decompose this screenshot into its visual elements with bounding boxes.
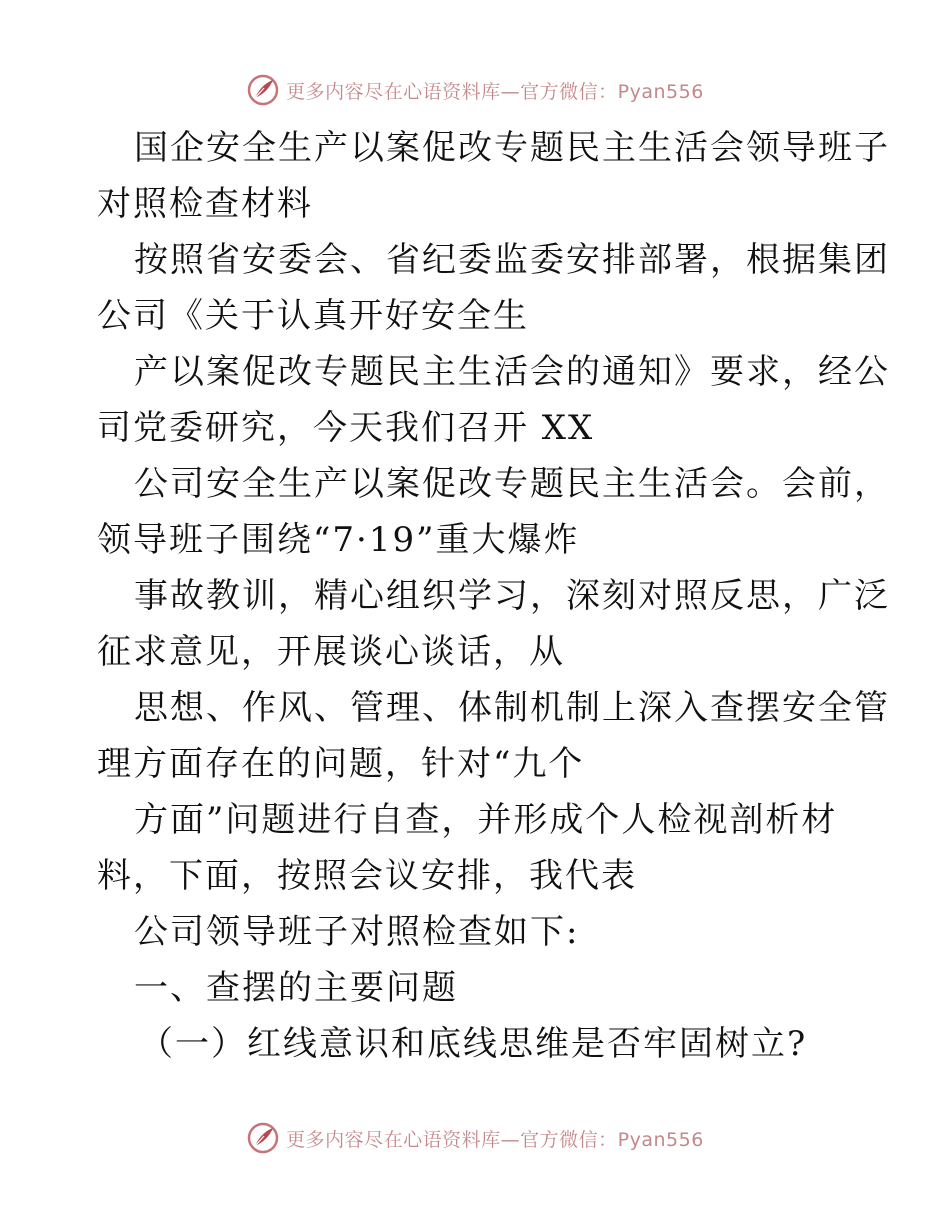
watermark-text: 更多内容尽在心语资料库—官方微信：Pyan556 xyxy=(286,80,704,103)
document-body xyxy=(97,120,890,1072)
header-watermark xyxy=(0,70,950,110)
paragraph-line: 事故教训，精心组织学习，深刻对照反思，广泛 xyxy=(134,576,890,616)
feather-pen-icon xyxy=(246,1121,280,1155)
paragraph-line: 按照省安委会、省纪委监委安排部署，根据集团 xyxy=(134,240,890,280)
paragraph-line: 方面”问题进行自查，并形成个人检视剖析材 xyxy=(134,800,838,840)
document-title-line-2: 对照检查材料 xyxy=(97,184,313,224)
section-heading: 一、查摆的主要问题 xyxy=(134,968,458,1008)
document-title-line-1: 国企安全生产以案促改专题民主生活会领导班子 xyxy=(134,128,890,168)
paragraph-line: 思想、作风、管理、体制机制上深入查摆安全管 xyxy=(134,688,890,728)
paragraph-line: 公司安全生产以案促改专题民主生活会。会前， xyxy=(134,464,890,504)
watermark-text: 更多内容尽在心语资料库—官方微信：Pyan556 xyxy=(286,1128,704,1151)
feather-pen-icon xyxy=(246,73,280,107)
paragraph-line: 理方面存在的问题，针对“九个 xyxy=(97,744,585,784)
paragraph-line: 司党委研究，今天我们召开 XX xyxy=(97,408,595,448)
paragraph-line: 公司领导班子对照检查如下: xyxy=(134,912,580,952)
footer-watermark xyxy=(0,1118,950,1158)
paragraph-line: 公司《关于认真开好安全生 xyxy=(97,296,529,336)
subsection-heading: （一）红线意识和底线思维是否牢固树立? xyxy=(139,1024,808,1064)
paragraph-line: 料，下面，按照会议安排，我代表 xyxy=(97,856,637,896)
paragraph-line: 产以案促改专题民主生活会的通知》要求，经公 xyxy=(134,352,890,392)
paragraph-line: 征求意见，开展谈心谈话，从 xyxy=(97,632,565,672)
paragraph-line: 领导班子围绕“7·19”重大爆炸 xyxy=(97,520,580,560)
